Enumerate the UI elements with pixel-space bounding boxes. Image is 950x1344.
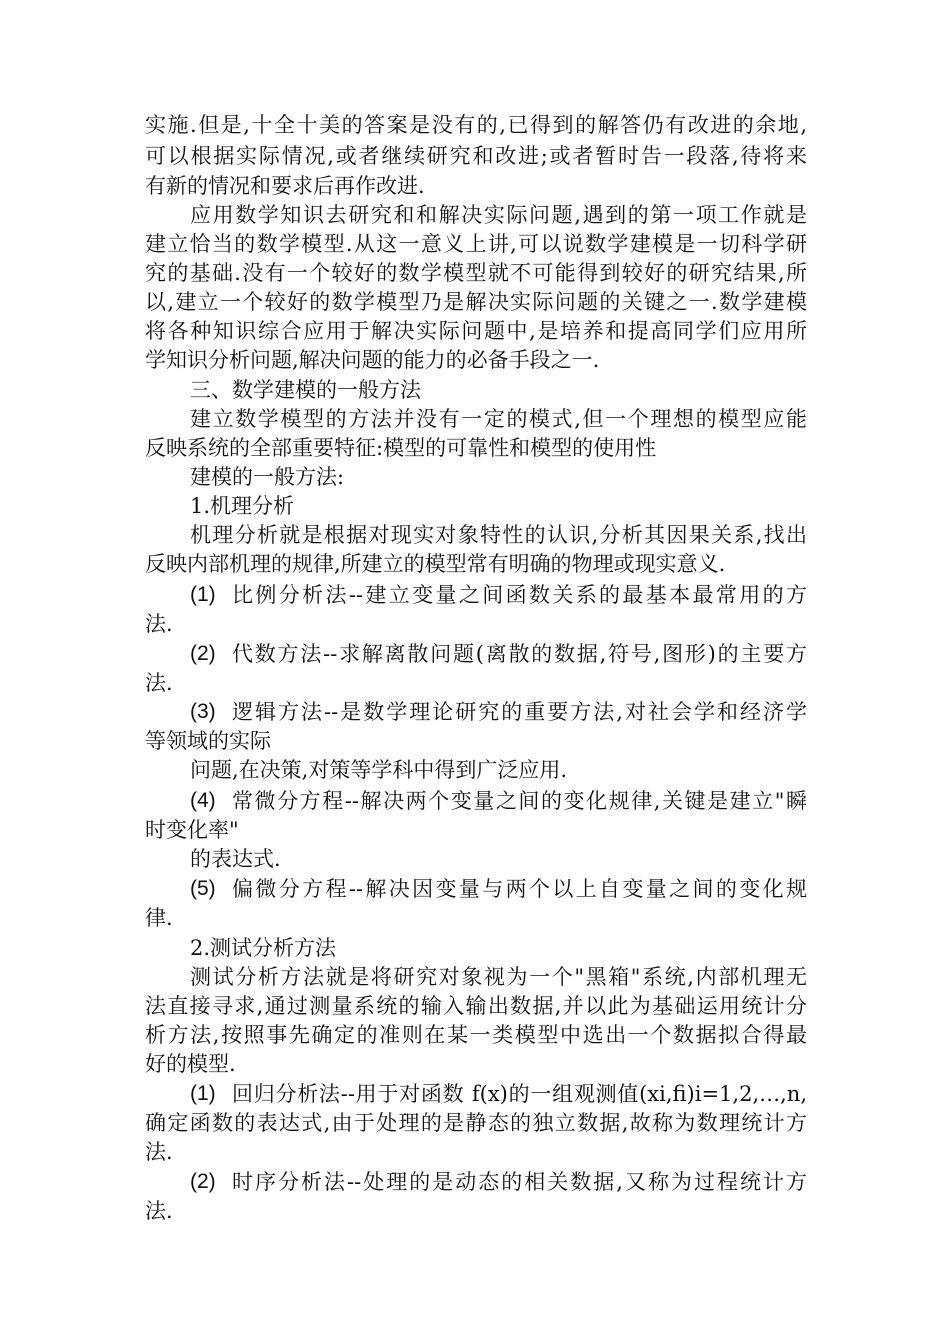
text-line: 反映系统的全部重要特征:模型的可靠性和模型的使用性 bbox=[145, 436, 657, 460]
list-number: (4) bbox=[190, 789, 216, 812]
list-text: 逻辑方法--是数学理论研究的重要方法,对社会学和经济学 bbox=[232, 700, 807, 724]
paragraph-line bbox=[0, 520, 950, 550]
list-item-continuation bbox=[0, 726, 950, 756]
list-item bbox=[0, 1167, 950, 1197]
paragraph-line bbox=[0, 229, 950, 259]
list-item bbox=[0, 580, 950, 610]
text-line: 应用数学知识去研究和和解决实际问题,遇到的第一项工作就是 bbox=[190, 203, 807, 227]
list-item-continuation bbox=[0, 815, 950, 845]
paragraph-line bbox=[0, 258, 950, 288]
heading-text: 1.机理分析 bbox=[190, 494, 295, 518]
paragraph-line bbox=[0, 345, 950, 375]
paragraph-line bbox=[0, 287, 950, 317]
paragraph-line bbox=[0, 171, 950, 201]
text-line: 建模的一般方法: bbox=[190, 465, 345, 489]
list-item bbox=[0, 639, 950, 669]
list-number: (1) bbox=[190, 1082, 216, 1105]
list-item bbox=[0, 697, 950, 727]
paragraph-line bbox=[0, 462, 950, 492]
paragraph-line bbox=[0, 549, 950, 579]
paragraph-line bbox=[0, 316, 950, 346]
text-line: 律. bbox=[145, 906, 173, 930]
list-item-continuation bbox=[0, 668, 950, 698]
text-line: 测试分析方法就是将研究对象视为一个"黑箱"系统,内部机理无 bbox=[190, 965, 807, 989]
text-line: 有新的情况和要求后再作改进. bbox=[145, 174, 425, 198]
text-line: 反映内部机理的规律,所建立的模型常有明确的物理或现实意义. bbox=[145, 552, 726, 576]
text-line: 法. bbox=[145, 671, 173, 695]
text-line: 可以根据实际情况,或者继续研究和改进;或者暂时告一段落,待将来 bbox=[145, 144, 807, 168]
list-text: 比例分析法--建立变量之间函数关系的最基本最常用的方 bbox=[232, 583, 807, 607]
text-line: 法直接寻求,通过测量系统的输入输出数据,并以此为基础运用统计分 bbox=[145, 994, 807, 1018]
paragraph-line bbox=[0, 1020, 950, 1050]
text-line: 法. bbox=[145, 1140, 173, 1164]
paragraph-line bbox=[0, 1049, 950, 1079]
list-item-continuation bbox=[0, 755, 950, 785]
list-text: 常微分方程--解决两个变量之间的变化规律,关键是建立"瞬 bbox=[232, 789, 807, 813]
list-item-continuation bbox=[0, 1137, 950, 1167]
heading-text: 2.测试分析方法 bbox=[190, 936, 337, 960]
text-line: 的表达式. bbox=[190, 847, 281, 871]
list-number: (1) bbox=[190, 583, 216, 606]
text-line: 机理分析就是根据对现实对象特性的认识,分析其因果关系,找出 bbox=[190, 523, 807, 547]
list-item bbox=[0, 874, 950, 904]
text-line: 学知识分析问题,解决问题的能力的必备手段之一. bbox=[145, 348, 600, 372]
subsection-heading bbox=[0, 491, 950, 521]
text-line: 以,建立一个较好的数学模型乃是解决实际问题的关键之一.数学建模 bbox=[145, 290, 807, 314]
text-line: 析方法,按照事先确定的准则在某一类模型中选出一个数据拟合得最 bbox=[145, 1023, 807, 1047]
text-line: 时变化率" bbox=[145, 818, 239, 842]
paragraph-line bbox=[0, 110, 950, 140]
list-text: 时序分析法--处理的是动态的相关数据,又称为过程统计方 bbox=[232, 1170, 807, 1194]
list-item-continuation bbox=[0, 903, 950, 933]
list-item bbox=[0, 1079, 950, 1109]
list-number: (2) bbox=[190, 642, 216, 665]
text-line: 问题,在决策,对策等学科中得到广泛应用. bbox=[190, 758, 568, 782]
text-line: 法. bbox=[145, 612, 173, 636]
text-line: 实施.但是,十全十美的答案是没有的,已得到的解答仍有改进的余地, bbox=[145, 113, 807, 137]
list-item-continuation bbox=[0, 609, 950, 639]
paragraph-line bbox=[0, 404, 950, 434]
paragraph-line bbox=[0, 141, 950, 171]
text-line: 建立恰当的数学模型.从这一意义上讲,可以说数学建模是一切科学研 bbox=[145, 232, 807, 256]
text-line: 确定函数的表达式,由于处理的是静态的独立数据,故称为数理统计方 bbox=[145, 1111, 807, 1135]
text-line: 究的基础.没有一个较好的数学模型就不可能得到较好的研究结果,所 bbox=[145, 261, 807, 285]
heading-text: 三、数学建模的一般方法 bbox=[190, 378, 421, 402]
text-line: 法. bbox=[145, 1199, 173, 1223]
list-item bbox=[0, 786, 950, 816]
section-heading bbox=[0, 375, 950, 405]
text-line: 好的模型. bbox=[145, 1052, 236, 1076]
paragraph-line bbox=[0, 433, 950, 463]
list-text: 偏微分方程--解决因变量与两个以上自变量之间的变化规 bbox=[232, 877, 807, 901]
list-item-continuation bbox=[0, 1108, 950, 1138]
paragraph-line bbox=[0, 962, 950, 992]
list-item-continuation bbox=[0, 844, 950, 874]
text-line: 将各种知识综合应用于解决实际问题中,是培养和提高同学们应用所 bbox=[145, 319, 807, 343]
list-number: (5) bbox=[190, 877, 216, 900]
paragraph-line bbox=[0, 200, 950, 230]
list-item-continuation bbox=[0, 1196, 950, 1226]
text-line: 等领域的实际 bbox=[145, 729, 271, 753]
text-line: 建立数学模型的方法并没有一定的模式,但一个理想的模型应能 bbox=[190, 407, 807, 431]
list-number: (2) bbox=[190, 1170, 216, 1193]
list-text: 回归分析法--用于对函数 f(x)的一组观测值(xi,fi)i=1,2,…,n, bbox=[232, 1082, 807, 1106]
subsection-heading bbox=[0, 933, 950, 963]
list-number: (3) bbox=[190, 700, 216, 723]
list-text: 代数方法--求解离散问题(离散的数据,符号,图形)的主要方 bbox=[232, 642, 807, 666]
paragraph-line bbox=[0, 991, 950, 1021]
